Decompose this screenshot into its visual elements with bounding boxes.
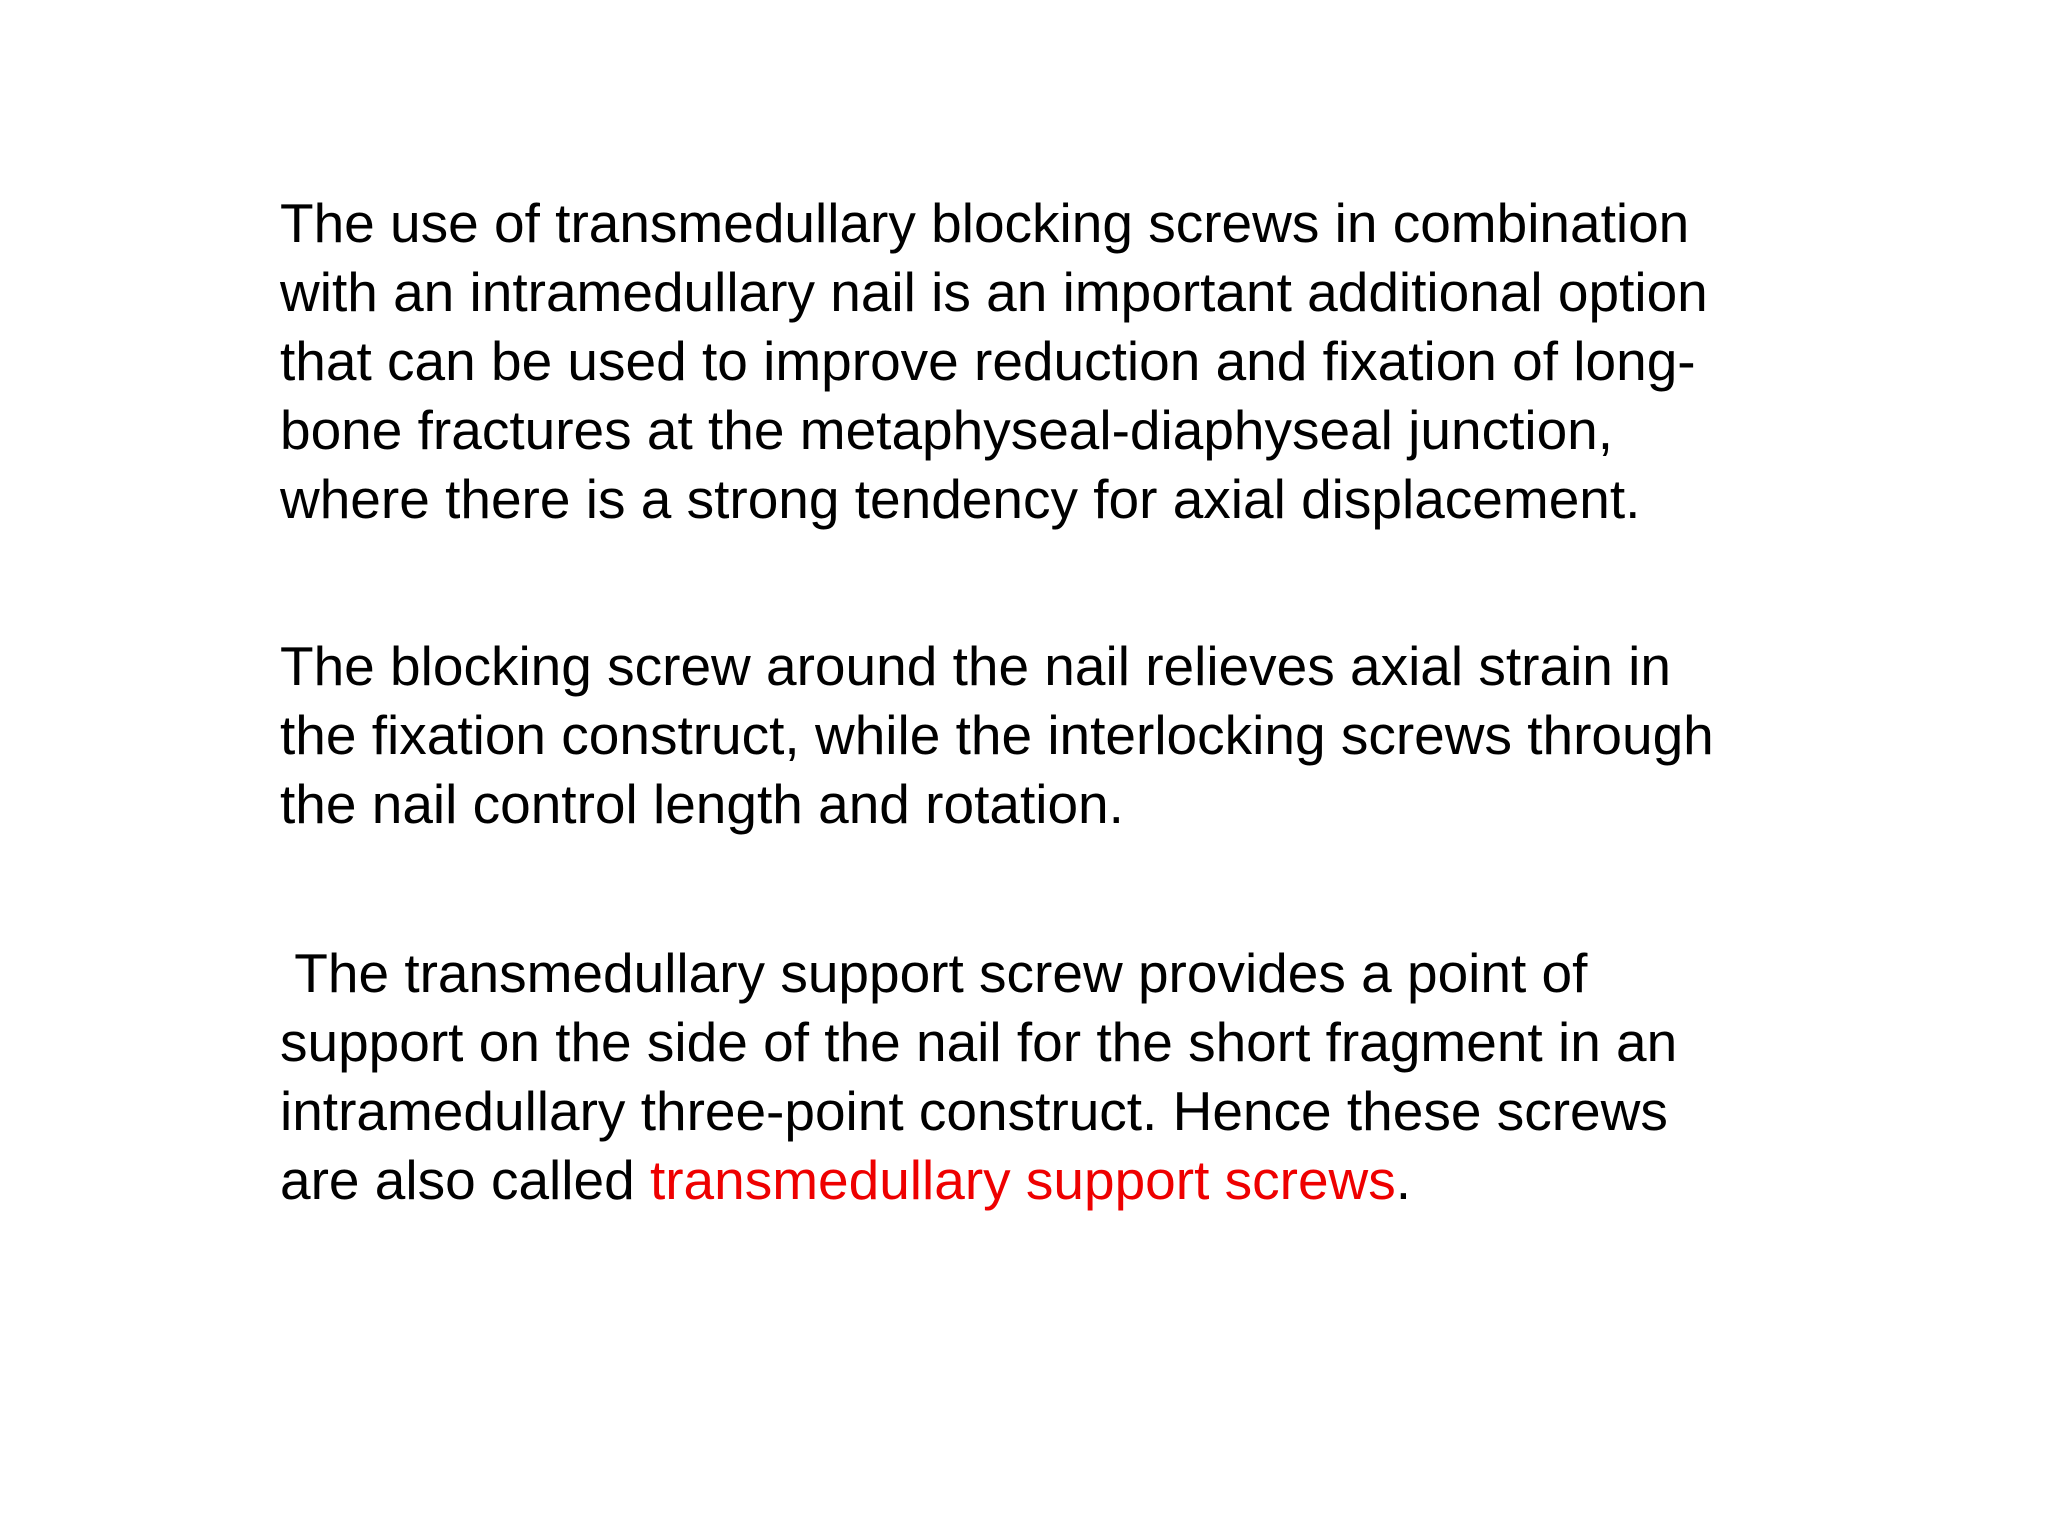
text-line: bone fractures at the metaphyseal-diaphyseal junction, — [280, 399, 1614, 461]
paragraph-blocking-screws-intro — [280, 189, 1708, 534]
text-line: that can be used to improve reduction and fixation of long- — [280, 330, 1696, 392]
highlighted-term: transmedullary support screws — [649, 1149, 1396, 1211]
text-line: intramedullary three-point construct. Hence these screws — [280, 1080, 1668, 1142]
text-line-last — [280, 1146, 1677, 1215]
paragraph-support-screw — [280, 939, 1677, 1215]
text-segment: . — [1395, 1149, 1412, 1211]
text-line: the nail control length and rotation. — [280, 773, 1124, 835]
text-line: The transmedullary support screw provides a point of — [280, 942, 1588, 1004]
text-line: The blocking screw around the nail relieves axial strain in — [280, 635, 1671, 697]
text-line: The use of transmedullary blocking screws in combination — [280, 192, 1690, 254]
paragraph-blocking-screw-function — [280, 632, 1714, 839]
text-line: where there is a strong tendency for axial displacement. — [280, 468, 1641, 530]
text-line: support on the side of the nail for the short fragment in an — [280, 1011, 1678, 1073]
text-segment: are also called — [280, 1149, 650, 1211]
text-line: with an intramedullary nail is an important additional option — [280, 261, 1708, 323]
text-line: the fixation construct, while the interlocking screws through — [280, 704, 1714, 766]
